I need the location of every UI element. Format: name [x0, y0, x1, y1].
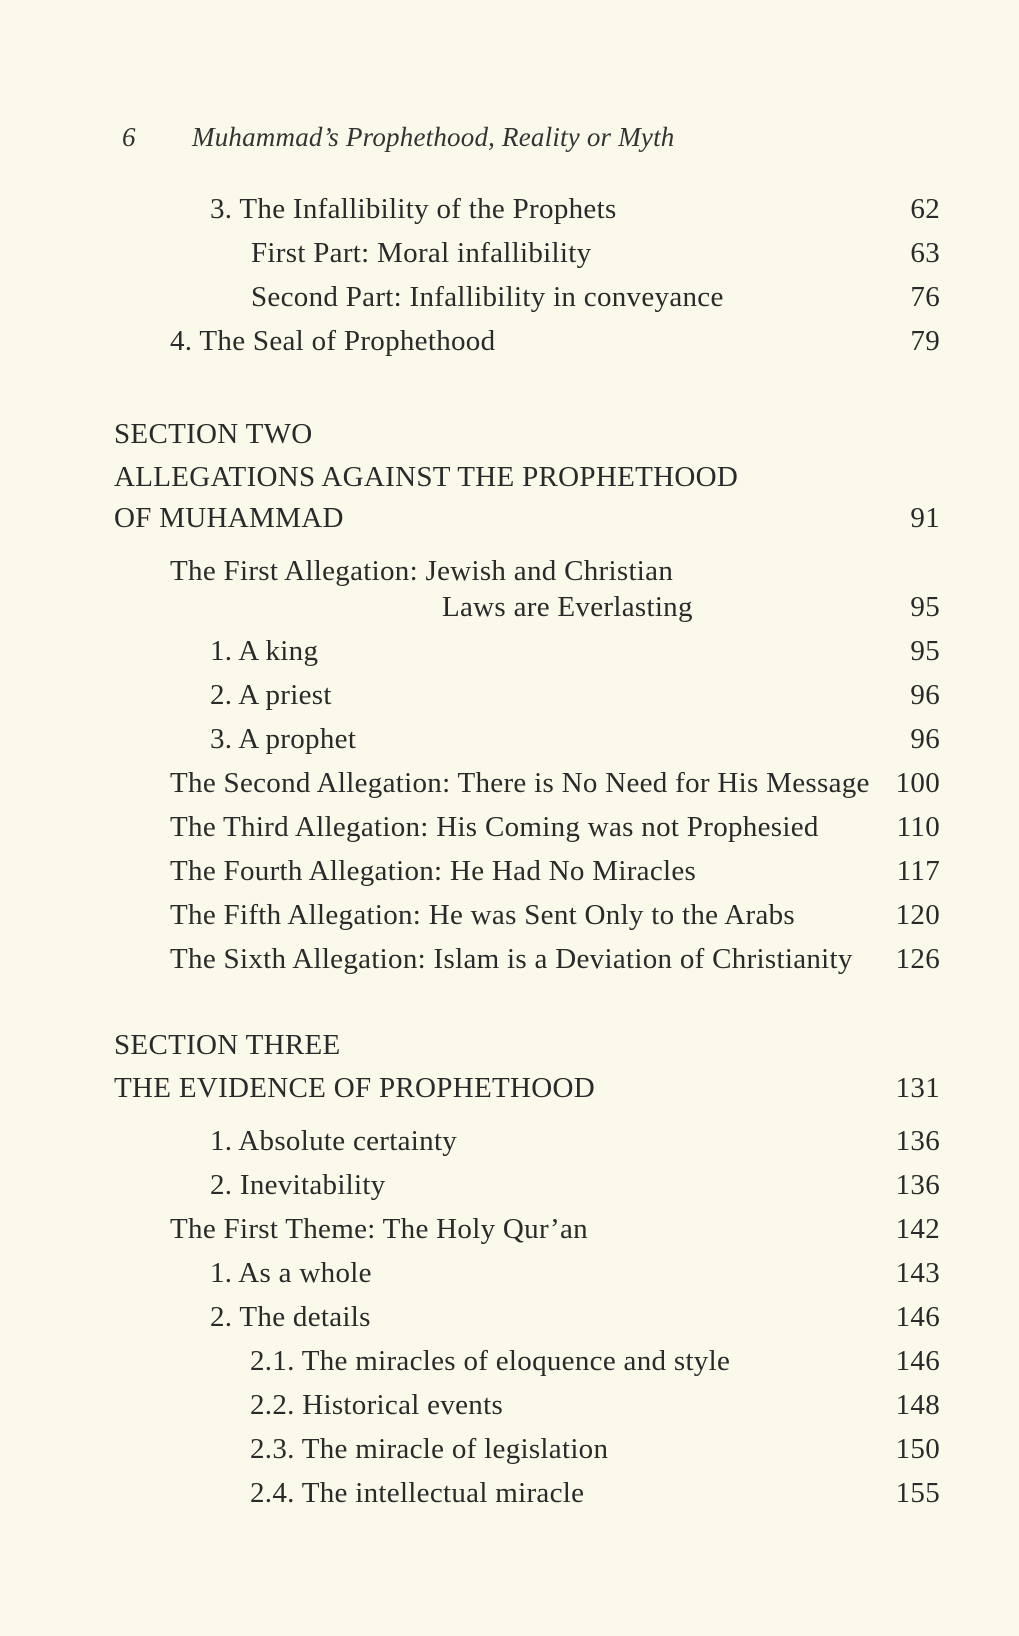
toc-entry-page: 110 [896, 811, 940, 843]
toc-entry-text: 1. As a whole [210, 1257, 372, 1289]
toc-entry-page: 136 [895, 1125, 940, 1157]
toc-entry-page: 100 [895, 767, 940, 799]
toc-entry-text: 2.2. Historical events [250, 1389, 504, 1421]
toc-entry-page: 117 [896, 855, 940, 887]
toc-entry-page: 63 [910, 237, 940, 269]
toc-entry-page: 136 [895, 1169, 940, 1201]
toc-entry-page: 96 [910, 679, 940, 711]
toc-entry-text: The First Theme: The Holy Qur’an [170, 1213, 588, 1245]
toc-entry-page: 79 [910, 325, 940, 357]
toc-entry-text: 3. The Infallibility of the Prophets [210, 193, 617, 225]
toc-entry-page: 142 [895, 1213, 940, 1245]
toc-entry-text: 3. A prophet [210, 723, 357, 755]
toc-entry-page: 150 [895, 1433, 940, 1465]
toc-entry-text: 2.4. The intellectual miracle [250, 1477, 585, 1509]
toc-entry-page: 95 [910, 591, 940, 623]
toc-entry-page: 146 [895, 1345, 940, 1377]
toc-entry-text: 2. The details [210, 1301, 371, 1333]
toc-entry-text: First Part: Moral infallibility [251, 237, 592, 269]
toc-entry-text: 2.3. The miracle of legislation [250, 1433, 609, 1465]
toc-entry-page: 143 [895, 1257, 940, 1289]
section-heading-line: OF MUHAMMAD [114, 502, 344, 534]
toc-entry-text: The Fourth Allegation: He Had No Miracles [170, 855, 697, 887]
toc-entry-text: 4. The Seal of Prophethood [170, 325, 496, 357]
toc-entry-text: The Fifth Allegation: He was Sent Only to the Arabs [170, 899, 796, 931]
toc-entry-text: Second Part: Infallibility in conveyance [251, 281, 724, 313]
toc-entry-page: 96 [910, 723, 940, 755]
toc-entry-page: 155 [895, 1477, 940, 1509]
toc-entry-text: The Second Allegation: There is No Need for His Message [170, 767, 870, 799]
page-number: 6 [122, 122, 136, 152]
section-heading-page: 131 [895, 1072, 940, 1104]
toc-entry-page: 146 [895, 1301, 940, 1333]
toc-entry-text: 2.1. The miracles of eloquence and style [250, 1345, 731, 1377]
section-heading-page: 91 [910, 502, 940, 534]
section-heading-line: SECTION TWO [114, 418, 313, 450]
section-heading-line: SECTION THREE [114, 1029, 341, 1061]
toc-entry-text: 1. Absolute certainty [210, 1125, 458, 1157]
toc-entry-text: 2. A priest [210, 679, 332, 711]
toc-entry-page: 62 [910, 193, 940, 225]
toc-entry-page: 126 [895, 943, 940, 975]
toc-entry-page: 76 [910, 281, 940, 313]
toc-entry-text: Laws are Everlasting [442, 591, 693, 623]
toc-entry-page: 148 [895, 1389, 940, 1421]
book-title: Muhammad’s Prophethood, Reality or Myth [192, 122, 675, 152]
section-heading-line: ALLEGATIONS AGAINST THE PROPHETHOOD [114, 461, 739, 493]
toc-entry-text: The Sixth Allegation: Islam is a Deviation of Christianity [170, 943, 853, 975]
toc-entry-text: The First Allegation: Jewish and Christian [170, 555, 674, 587]
toc-entry-text: 1. A king [210, 635, 319, 667]
section-heading-line: THE EVIDENCE OF PROPHETHOOD [114, 1072, 595, 1104]
toc-entry-page: 120 [895, 899, 940, 931]
toc-entry-text: 2. Inevitability [210, 1169, 386, 1201]
toc-entry-text: The Third Allegation: His Coming was not Prophesied [170, 811, 819, 843]
toc-entry-page: 95 [910, 635, 940, 667]
